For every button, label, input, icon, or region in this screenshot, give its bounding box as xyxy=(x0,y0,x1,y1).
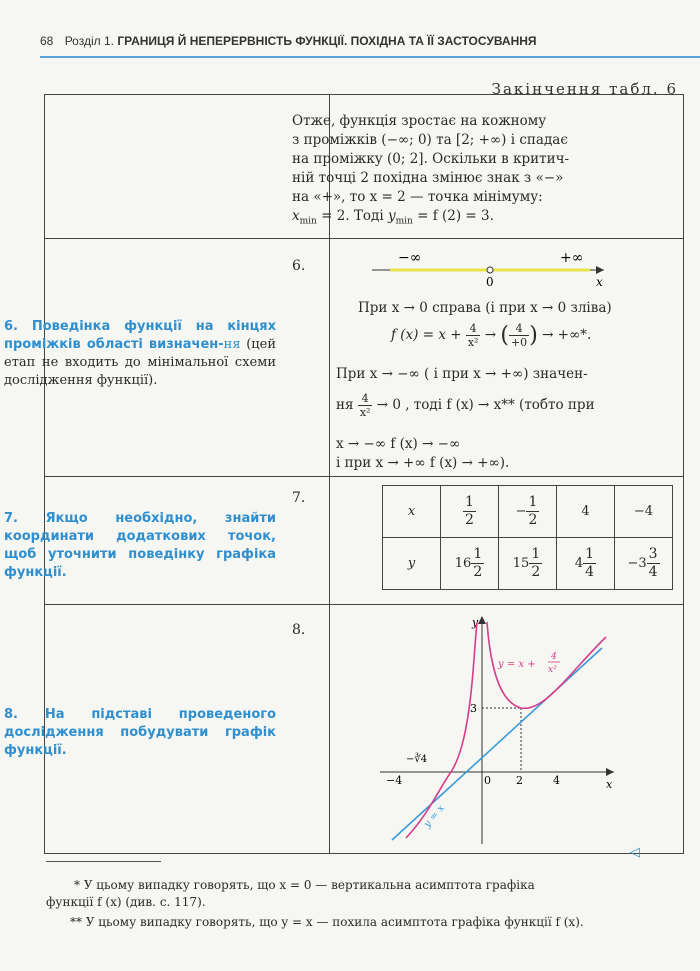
chapter-label: Розділ 1. xyxy=(64,34,114,48)
function-graph xyxy=(370,612,620,847)
y-axis-arrow xyxy=(478,616,486,624)
footnote-2: ** У цьому випадку говорять, що y = x — похила асимптота графіка функції f (x). xyxy=(70,915,584,929)
step6-description: 6. Поведінка функції на кінцях проміжків області визначен-ня (цей етап не входить до мінімальної схеми дослідження функції). xyxy=(4,319,276,388)
step6-line3: При x → −∞ ( і при x → +∞) значен- xyxy=(336,366,588,382)
origin-label: 0 xyxy=(484,774,491,787)
footnote-rule xyxy=(46,861,161,862)
header-rule xyxy=(40,56,700,58)
step6-line1: При x → 0 справа (і при x → 0 зліва) xyxy=(358,300,612,316)
step7-number: 7. xyxy=(292,490,306,506)
table-continuation: Закінчення табл. 6 xyxy=(491,80,678,98)
footnote-1b: функції f (x) (див. с. 117). xyxy=(46,895,206,909)
tick-neg4: −4 xyxy=(386,774,403,787)
asymptote-label: y = x xyxy=(421,802,448,830)
sign-axis xyxy=(360,248,610,288)
step8-number: 8. xyxy=(292,622,306,638)
page-header xyxy=(40,34,680,48)
zero-label: 0 xyxy=(486,275,494,288)
x-label: x xyxy=(596,275,603,288)
x-axis-label: x xyxy=(606,778,613,791)
tick-2: 2 xyxy=(516,774,523,787)
curve-label: y = x + xyxy=(498,659,536,670)
step6-line6: і при x → +∞ f (x) → +∞). xyxy=(336,455,510,471)
extra-points-table xyxy=(382,485,673,590)
step8-description: 8. На підставі проведеного дослідження побудувати графік функції. xyxy=(4,707,276,758)
row-divider xyxy=(45,476,683,477)
curve-label-num: 4 xyxy=(551,652,557,662)
step6-number: 6. xyxy=(292,258,306,274)
row-divider xyxy=(45,238,683,239)
corner-mark: ◁ xyxy=(630,845,640,860)
table-row: x $\frac{1}{2}$ − $\frac{1}{2}$ 4 −4 xyxy=(383,486,673,538)
row-divider xyxy=(45,604,683,605)
step6-line5: x → −∞ f (x) → −∞ xyxy=(336,436,461,452)
tick-4: 4 xyxy=(553,774,560,787)
conclusion-text: Отже, функція зростає на кожному з проміжків (−∞; 0) та [2; +∞) і спадає на проміжку (0; 2]. Оскільки в критич- ній точці 2 похідна змінює знак з «−» на «+», то x = 2 — точка мінімуму: $x_{min} = 2$. Тоді $y_{min} = f$ (2) = 3. xyxy=(292,112,630,232)
curve-label-den: x² xyxy=(548,665,557,675)
pos-inf-label: +∞ xyxy=(560,250,584,266)
neg-inf-label: −∞ xyxy=(398,250,422,266)
axis-arrow xyxy=(596,266,604,274)
min-values: $x_{min} = 2$. Тоді $y_{min} = f$ (2) = 3. xyxy=(292,208,494,227)
root-label: −∛4 xyxy=(406,754,428,765)
table-row: y 16 $\frac{1}{2}$ 15 $\frac{1}{2}$ 4 $\frac{1}{4}$ −3 $\frac{3}{4}$ xyxy=(383,538,673,590)
zero-point xyxy=(487,267,493,273)
step7-description: 7. Якщо необхідно, знайти координати додаткових точок, щоб уточнити поведінку графіка функції. xyxy=(4,511,276,580)
y-axis-label: y xyxy=(472,616,479,629)
chapter-title: ГРАНИЦЯ Й НЕПЕРЕРВНІСТЬ ФУНКЦІЇ. ПОХІДНА ТА ЇЇ ЗАСТОСУВАННЯ xyxy=(117,34,537,48)
step6-limit: f (x) = x + $\frac{4}{\text{x²}}$ → ( $\frac{4}{+0}$ ) → +∞*. xyxy=(391,322,592,349)
page-number: 68 xyxy=(40,34,54,48)
footnote-1: * У цьому випадку говорять, що x = 0 — вертикальна асимптота графіка xyxy=(74,878,535,892)
x-axis-arrow xyxy=(606,768,614,776)
step6-line4: ня $\frac{4}{\text{x²}}$ → 0 , тоді f (x) → x** (тобто при xyxy=(336,392,595,419)
tick-3: 3 xyxy=(470,702,477,715)
